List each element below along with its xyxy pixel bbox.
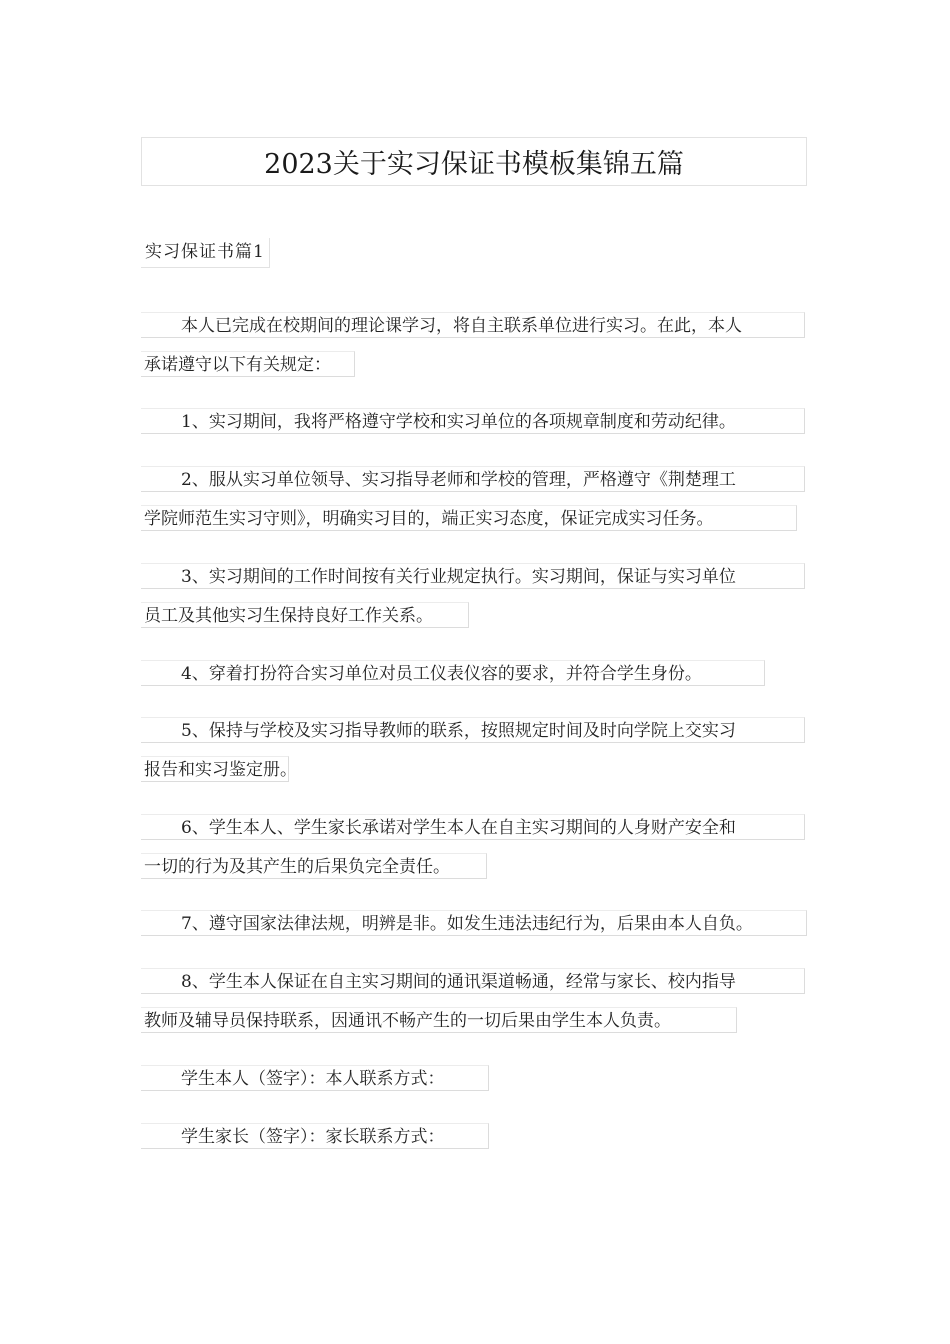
intro-line-1: 本人已完成在校期间的理论课学习，将自主联系单位进行实习。在此，本人	[141, 312, 805, 338]
item-6-line-2: 一切的行为及其产生的后果负完全责任。	[141, 853, 487, 879]
section-heading: 实习保证书篇1	[141, 238, 270, 268]
item-2-line-2: 学院师范生实习守则》，明确实习目的，端正实习态度，保证完成实习任务。	[141, 505, 797, 531]
parent-signature-line: 学生家长（签字）：家长联系方式：	[141, 1123, 489, 1149]
item-2-line-1: 2、服从实习单位领导、实习指导老师和学校的管理，严格遵守《荆楚理工	[141, 466, 805, 492]
document-title: 2023关于实习保证书模板集锦五篇	[141, 137, 807, 186]
item-4-line-1: 4、穿着打扮符合实习单位对员工仪表仪容的要求，并符合学生身份。	[141, 660, 765, 686]
intro-line-2: 承诺遵守以下有关规定：	[141, 351, 355, 377]
item-6-line-1: 6、学生本人、学生家长承诺对学生本人在自主实习期间的人身财产安全和	[141, 814, 805, 840]
item-5-line-1: 5、保持与学校及实习指导教师的联系，按照规定时间及时向学院上交实习	[141, 717, 805, 743]
item-8-line-2: 教师及辅导员保持联系，因通讯不畅产生的一切后果由学生本人负责。	[141, 1007, 737, 1033]
student-signature-line: 学生本人（签字）：本人联系方式：	[141, 1065, 489, 1091]
item-3-line-1: 3、实习期间的工作时间按有关行业规定执行。实习期间，保证与实习单位	[141, 563, 805, 589]
item-1-line-1: 1、实习期间，我将严格遵守学校和实习单位的各项规章制度和劳动纪律。	[141, 408, 805, 434]
item-5-line-2: 报告和实习鉴定册。	[141, 756, 289, 782]
item-3-line-2: 员工及其他实习生保持良好工作关系。	[141, 602, 469, 628]
item-8-line-1: 8、学生本人保证在自主实习期间的通讯渠道畅通，经常与家长、校内指导	[141, 968, 805, 994]
item-7-line-1: 7、遵守国家法律法规，明辨是非。如发生违法违纪行为，后果由本人自负。	[141, 910, 807, 936]
